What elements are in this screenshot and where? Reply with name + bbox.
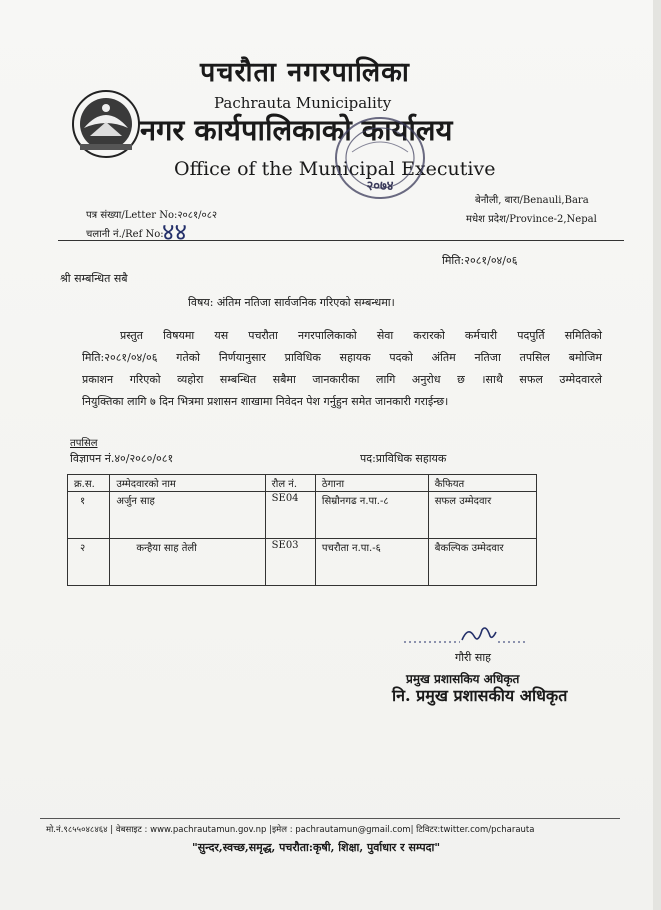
column-header: कैफियत — [428, 475, 536, 492]
body-line: मिति:२०८१/०४/०६ गतेको निर्णयानुसार प्राविधिक सहायक पदको अंतिम नतिजा तपसिल बमोजिम — [82, 351, 602, 364]
table-cell: २ — [68, 539, 110, 586]
body-line: नियुक्तिका लागि ७ दिन भित्रमा प्रशासन शाखामा निवेदन पेश गर्नुहुन समेत जानकारी गराईन्छ। — [82, 395, 449, 408]
designation-handwritten: प्रमुख प्रशासकिय अधिकृत — [406, 672, 520, 686]
page-edge — [653, 0, 661, 910]
advertisement-number: विज्ञापन नं.४०/२०८०/०८१ — [70, 452, 174, 465]
table-header-row — [68, 475, 537, 492]
address-line-1: बेनौली, बारा/Benauli,Bara — [475, 195, 589, 206]
footer-contact: मो.नं.९८५५०४८४६४ | वेबसाइट : www.pachrautamun.gov.np |इमेल : pachrautamun@gmail.com| टिविटर:twitter.com/pcharauta — [46, 825, 535, 835]
stamp-year: २०७४ — [366, 179, 394, 194]
table-cell: कन्हैया साह तेली — [110, 539, 265, 586]
table-cell: पचरौता न.पा.-६ — [315, 539, 428, 586]
table-cell: SE03 — [265, 539, 315, 586]
ref-number-label: चलानी नं./Ref No: — [86, 229, 164, 240]
schedule-label: तपसिल — [70, 438, 98, 449]
result-table — [67, 474, 537, 586]
table-cell: सिम्रौनगढ न.पा.-८ — [315, 492, 428, 539]
table-cell: १ — [68, 492, 110, 539]
body-line: प्रस्तुत विषयमा यस पचरौता नगरपालिकाको सेवा करारको कर्मचारी पदपुर्ति समितिको — [120, 329, 602, 342]
municipality-title-en: Pachrauta Municipality — [214, 94, 392, 112]
footer-motto: "सुन्दर,स्वच्छ,समृद्ध, पचरौता:कृषी, शिक्षा, पुर्वाधार र सम्पदा" — [192, 841, 441, 854]
header-divider — [58, 240, 624, 241]
official-stamp-icon — [330, 112, 430, 204]
body-line: प्रकाशन गरिएको व्यहोरा सम्बन्धित सबैमा जानकारीका लागि अनुरोध छ ।साथै सफल उम्मेदवारले — [82, 373, 602, 386]
body-paragraph — [82, 325, 602, 413]
office-title-en: Office of the Municipal Executive — [174, 158, 496, 180]
table-row — [68, 539, 537, 586]
column-header: क्र.स. — [68, 475, 110, 492]
letter-date: मिति:२०८१/०४/०६ — [442, 254, 518, 267]
column-header: उम्मेदवारको नाम — [110, 475, 265, 492]
table-cell: सफल उम्मेदवार — [428, 492, 536, 539]
designation-stamp: नि. प्रमुख प्रशासकीय अधिकृत — [392, 686, 568, 705]
letter-number: पत्र संख्या/Letter No:२०८१/०८२ — [86, 210, 218, 221]
table-cell: अर्जुन साह — [110, 492, 265, 539]
column-header: ठेगाना — [315, 475, 428, 492]
post-name: पद:प्राविधिक सहायक — [360, 452, 447, 465]
address-line-2: मधेश प्रदेश/Province-2,Nepal — [466, 214, 597, 225]
municipality-emblem-icon — [70, 88, 142, 160]
recipient: श्री सम्बन्धित सबै — [60, 272, 128, 285]
subject-line: विषय: अंतिम नतिजा सार्वजनिक गरिएको सम्बन्धमा। — [188, 296, 395, 309]
signature-icon — [400, 622, 530, 646]
ref-number-value: ४४ — [162, 218, 187, 246]
column-header: रौल नं. — [265, 475, 315, 492]
municipality-title-np: पचरौता नगरपालिका — [200, 57, 410, 88]
table-cell: बैकल्पिक उम्मेदवार — [428, 539, 536, 586]
footer-divider — [40, 818, 620, 819]
office-title-np: नगर कार्यपालिकाको कार्यालय — [140, 113, 453, 147]
table-row — [68, 492, 537, 539]
table-cell: SE04 — [265, 492, 315, 539]
signer-name: गौरी साह — [455, 651, 492, 664]
